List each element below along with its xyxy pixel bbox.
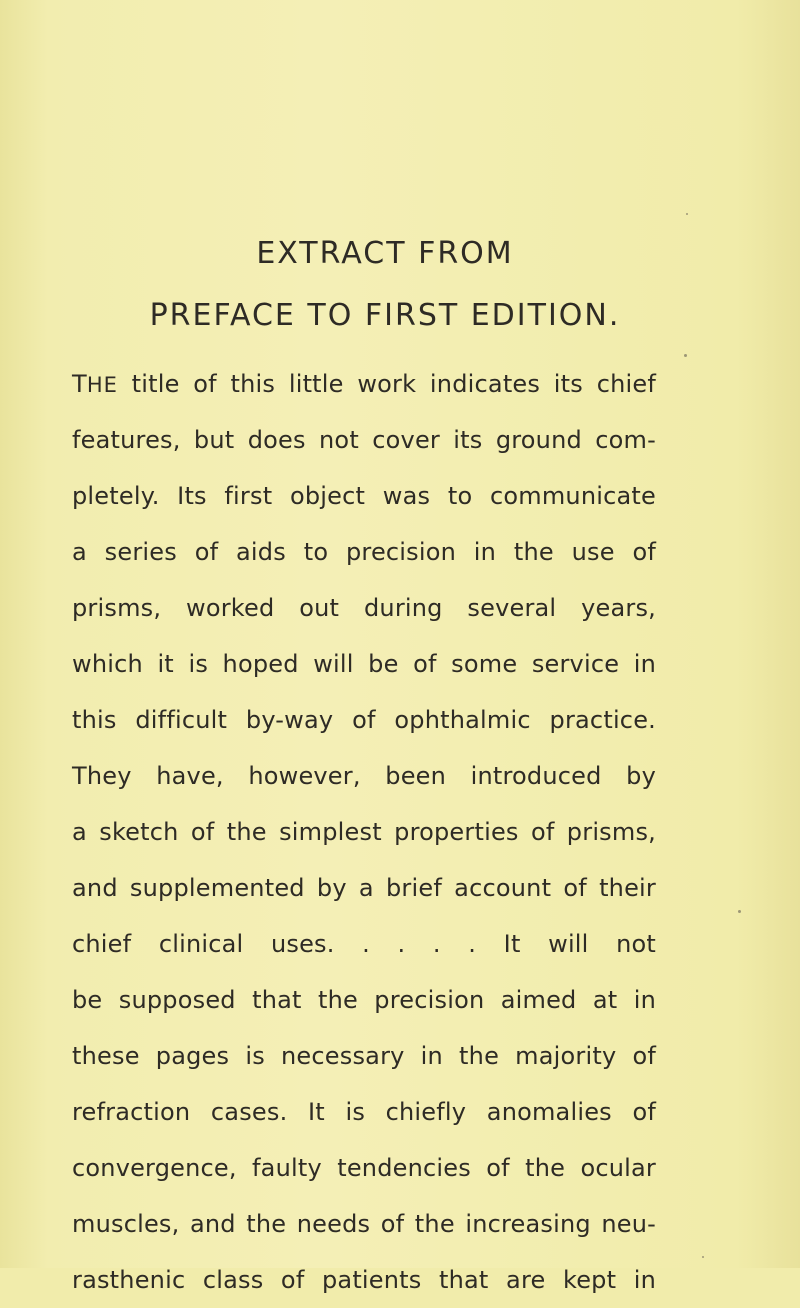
body-line: convergence, faulty tendencies of the ocular xyxy=(72,1154,656,1182)
paper-speck xyxy=(702,1256,704,1258)
body-line: pletely. Its first object was to communicate xyxy=(72,482,656,510)
body-line: muscles, and the needs of the increasing neu- xyxy=(72,1210,656,1238)
paper-speck xyxy=(684,354,687,357)
body-line-1 xyxy=(72,356,656,412)
body-line: a series of aids to precision in the use of xyxy=(72,538,656,566)
paper-speck xyxy=(686,213,688,215)
body-line: these pages is necessary in the majority of xyxy=(72,1042,656,1070)
body-line: They have, however, been introduced by xyxy=(72,762,656,790)
body-line: this difficult by-way of ophthalmic practice. xyxy=(72,706,656,734)
first-word-small-caps: HE xyxy=(86,373,118,397)
body-line: and supplemented by a brief account of their xyxy=(72,874,656,902)
body-line: refraction cases. It is chiefly anomalies of xyxy=(72,1098,656,1126)
body-line: rasthenic class of patients that are kept in xyxy=(72,1266,656,1294)
heading-extract-from: EXTRACT FROM xyxy=(256,236,514,271)
body-line: a sketch of the simplest properties of prisms, xyxy=(72,818,656,846)
body-line: prisms, worked out during several years, xyxy=(72,594,656,622)
paper-speck xyxy=(738,910,741,913)
first-word-cap: T xyxy=(72,370,87,398)
body-line: features, but does not cover its ground com- xyxy=(72,426,656,454)
first-line-text: title of this little work indicates its chief xyxy=(131,370,656,398)
heading-preface-title: PREFACE TO FIRST EDITION. xyxy=(149,298,621,333)
body-line: chief clinical uses. . . . . It will not xyxy=(72,930,656,958)
body-line: which it is hoped will be of some service in xyxy=(72,650,656,678)
body-line: be supposed that the precision aimed at in xyxy=(72,986,656,1014)
